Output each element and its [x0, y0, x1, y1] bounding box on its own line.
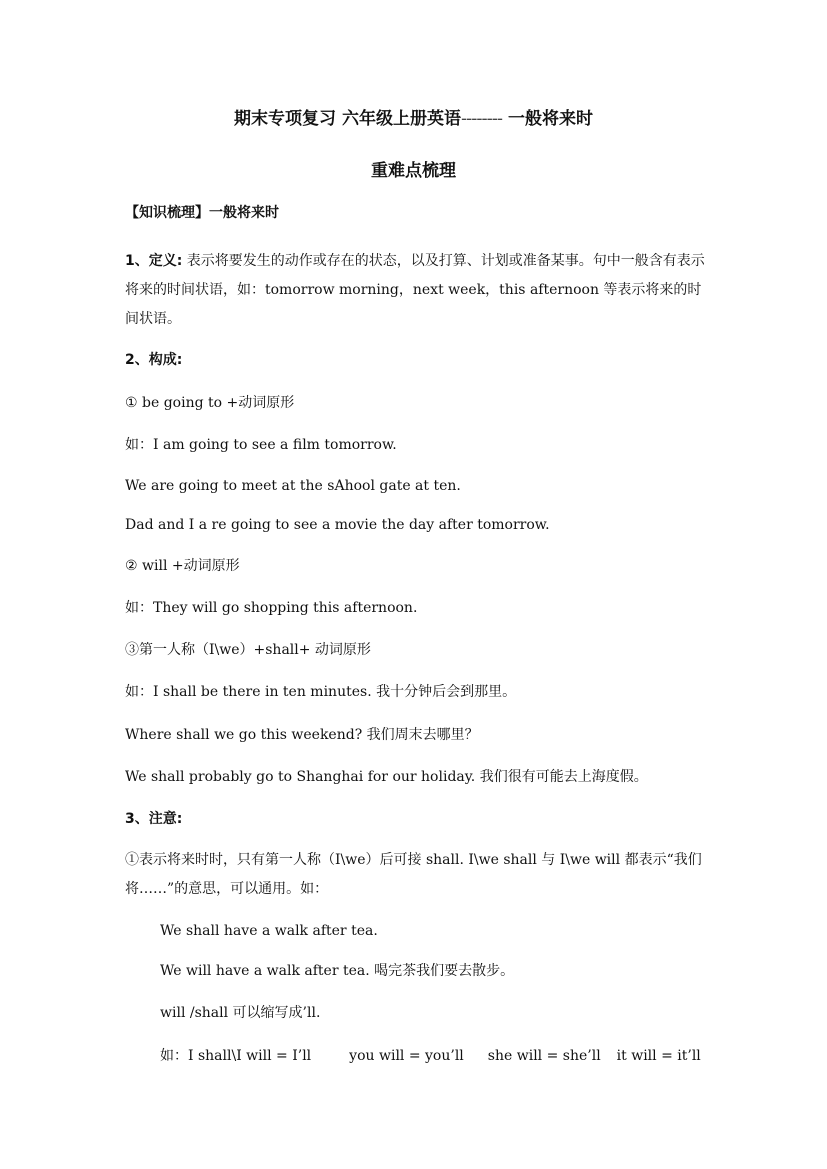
structure-item-3: ③第一人称（I\we）+shall+ 动词原形 [125, 642, 371, 658]
structure-item-1: ① be going to +动词原形 [125, 395, 295, 411]
title-main: 期末专项复习 六年级上册英语 [234, 109, 461, 129]
document-subtitle: 重难点梳理 [371, 161, 456, 181]
contraction-you: you will = you’ll [349, 1048, 464, 1064]
notes-label: 3、注意: [125, 811, 183, 827]
structure-item-2: ② will +动词原形 [125, 558, 240, 574]
definition-text: 表示将要发生的动作或存在的状态，以及打算、计划或准备某事。句中一般含有表示将来的时间状语，如：tomorrow morning，next week，this afternoon 等表示将来的时间状语。 [125, 253, 705, 327]
note-example-2: We will have a walk after tea. 喝完茶我们要去散步。 [160, 963, 515, 979]
structure-item-1-example-1: 如：I am going to see a film tomorrow. [125, 437, 397, 453]
definition-paragraph [125, 247, 705, 334]
structure-item-3-example-3: We shall probably go to Shanghai for our holiday. 我们很有可能去上海度假。 [125, 769, 648, 785]
definition-label: 1、定义: [125, 253, 183, 269]
contraction-she: she will = she’ll [487, 1048, 601, 1064]
structure-item-1-example-3: Dad and I a re going to see a movie the day after tomorrow. [125, 517, 550, 533]
title-dash: -------- [460, 109, 503, 129]
note-example-1: We shall have a walk after tea. [160, 923, 378, 939]
note-1-paragraph: ①表示将来时时，只有第一人称（I\we）后可接 shall. I\we shall 与 I\we will 都表示“我们将……”的意思，可以通用。如： [125, 852, 702, 897]
structure-item-3-example-1: 如：I shall be there in ten minutes. 我十分钟后会到那里。 [125, 684, 517, 700]
note-example-3: will /shall 可以缩写成’ll. [160, 1005, 321, 1021]
document-title [0, 104, 827, 129]
contraction-i: I shall\I will = I’ll [188, 1048, 312, 1064]
structure-item-2-example-1: 如：They will go shopping this afternoon. [125, 600, 418, 616]
structure-label: 2、构成: [125, 352, 183, 368]
contraction-it: it will = it’ll [616, 1048, 701, 1064]
contractions-prefix: 如： [160, 1048, 188, 1064]
contractions-line [160, 1046, 701, 1066]
section-heading: 【知识梳理】一般将来时 [125, 205, 279, 221]
structure-item-1-example-2: We are going to meet at the sAhool gate at ten. [125, 478, 461, 494]
structure-item-3-example-2: Where shall we go this weekend? 我们周末去哪里？ [125, 727, 479, 743]
title-topic: 一般将来时 [502, 109, 593, 129]
